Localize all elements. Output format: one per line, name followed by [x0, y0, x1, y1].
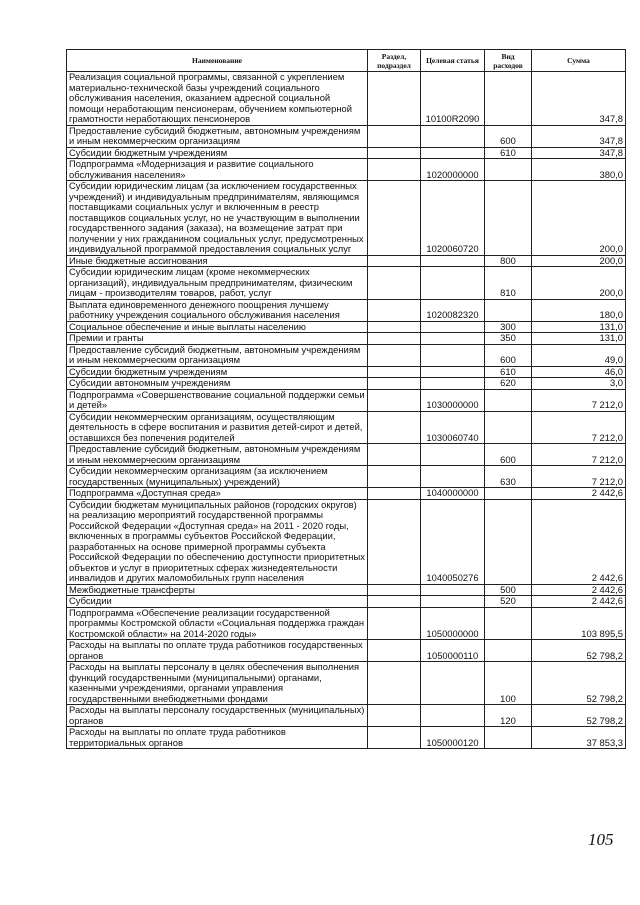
cell-amount: 347,8 — [532, 125, 626, 147]
cell-amount: 380,0 — [532, 159, 626, 181]
cell-amount: 46,0 — [532, 366, 626, 378]
cell-expense-type — [485, 488, 532, 500]
cell-section — [368, 321, 421, 333]
cell-name: Субсидии бюджетам муниципальных районов (городских округов) на реализацию мероприятий государственной программы Российской Федерации «Доступная среда» на 2011 - 2020 годы, включенных в программы субъектов Российской Федерации, разработанных на основе примерной программы субъекта Российской Федерации по обеспечению доступности приоритетных объектов и услуг в приоритетных сферах жизнедеятельности инвалидов и других маломобильных групп населения — [67, 499, 368, 584]
table-row — [67, 366, 626, 378]
table-row — [67, 125, 626, 147]
cell-target — [421, 378, 485, 390]
cell-expense-type — [485, 607, 532, 640]
cell-amount: 200,0 — [532, 181, 626, 256]
cell-amount: 180,0 — [532, 299, 626, 321]
cell-amount: 2 442,6 — [532, 596, 626, 608]
table-row — [67, 159, 626, 181]
cell-name: Социальное обеспечение и иные выплаты населению — [67, 321, 368, 333]
cell-expense-type: 810 — [485, 267, 532, 300]
cell-target: 1020082320 — [421, 299, 485, 321]
cell-amount: 347,8 — [532, 147, 626, 159]
table-row — [67, 607, 626, 640]
cell-section — [368, 662, 421, 705]
cell-amount: 3,0 — [532, 378, 626, 390]
cell-section — [368, 596, 421, 608]
cell-section — [368, 389, 421, 411]
cell-name: Субсидии некоммерческим организациям (за исключением государственных (муниципальных) учреждений) — [67, 466, 368, 488]
cell-expense-type: 350 — [485, 333, 532, 345]
cell-expense-type — [485, 299, 532, 321]
cell-section — [368, 411, 421, 444]
cell-target — [421, 147, 485, 159]
cell-section — [368, 378, 421, 390]
cell-target — [421, 705, 485, 727]
cell-target — [421, 267, 485, 300]
table-row — [67, 411, 626, 444]
cell-name: Расходы на выплаты персоналу в целях обеспечения выполнения функций государственными (муниципальными) органами, казенными учреждениями, органами управления государственными внебюджетными фондами — [67, 662, 368, 705]
cell-expense-type — [485, 159, 532, 181]
cell-amount: 49,0 — [532, 344, 626, 366]
cell-section — [368, 267, 421, 300]
cell-name: Субсидии автономным учреждениям — [67, 378, 368, 390]
cell-name: Подпрограмма «Модернизация и развитие социального обслуживания населения» — [67, 159, 368, 181]
cell-name: Премии и гранты — [67, 333, 368, 345]
cell-amount: 131,0 — [532, 321, 626, 333]
table-row — [67, 499, 626, 584]
cell-expense-type: 630 — [485, 466, 532, 488]
cell-target: 1050000110 — [421, 640, 485, 662]
cell-name: Выплата единовременного денежного поощрения лучшему работнику учреждения социального обслуживания населения — [67, 299, 368, 321]
cell-target: 1020060720 — [421, 181, 485, 256]
cell-name: Субсидии бюджетным учреждениям — [67, 147, 368, 159]
cell-name: Подпрограмма «Доступная среда» — [67, 488, 368, 500]
cell-name: Межбюджетные трансферты — [67, 584, 368, 596]
cell-target: 1020000000 — [421, 159, 485, 181]
cell-amount: 2 442,6 — [532, 488, 626, 500]
cell-expense-type: 620 — [485, 378, 532, 390]
cell-expense-type — [485, 727, 532, 749]
cell-target — [421, 596, 485, 608]
header-row — [67, 50, 626, 72]
table-row — [67, 72, 626, 126]
table-row — [67, 267, 626, 300]
cell-section — [368, 72, 421, 126]
cell-target: 10100R2090 — [421, 72, 485, 126]
cell-amount: 52 798,2 — [532, 705, 626, 727]
cell-section — [368, 366, 421, 378]
cell-name: Предоставление субсидий бюджетным, автономным учреждениям и иным некоммерческим организациям — [67, 125, 368, 147]
cell-expense-type — [485, 72, 532, 126]
header-target: Целевая статья — [421, 50, 485, 72]
table-row — [67, 255, 626, 267]
cell-amount: 131,0 — [532, 333, 626, 345]
cell-section — [368, 444, 421, 466]
cell-amount: 2 442,6 — [532, 584, 626, 596]
cell-expense-type: 600 — [485, 444, 532, 466]
cell-section — [368, 344, 421, 366]
cell-expense-type: 600 — [485, 344, 532, 366]
cell-section — [368, 255, 421, 267]
cell-name: Расходы на выплаты персоналу государственных (муниципальных) органов — [67, 705, 368, 727]
cell-amount: 7 212,0 — [532, 444, 626, 466]
budget-table — [66, 49, 626, 749]
table-row — [67, 181, 626, 256]
header-expense-type: Вид расходов — [485, 50, 532, 72]
table-row — [67, 640, 626, 662]
cell-name: Субсидии — [67, 596, 368, 608]
cell-section — [368, 147, 421, 159]
cell-target: 1040050276 — [421, 499, 485, 584]
cell-name: Предоставление субсидий бюджетным, автономным учреждениям и иным некоммерческим организациям — [67, 344, 368, 366]
cell-target — [421, 444, 485, 466]
cell-expense-type — [485, 640, 532, 662]
cell-target — [421, 584, 485, 596]
table-row — [67, 727, 626, 749]
cell-expense-type: 300 — [485, 321, 532, 333]
cell-expense-type: 100 — [485, 662, 532, 705]
cell-amount: 200,0 — [532, 255, 626, 267]
cell-target — [421, 366, 485, 378]
table-row — [67, 299, 626, 321]
cell-section — [368, 159, 421, 181]
header-amount: Сумма — [532, 50, 626, 72]
cell-expense-type — [485, 181, 532, 256]
table-row — [67, 389, 626, 411]
cell-target: 1050000000 — [421, 607, 485, 640]
cell-amount: 200,0 — [532, 267, 626, 300]
cell-expense-type: 610 — [485, 147, 532, 159]
cell-expense-type: 520 — [485, 596, 532, 608]
table-row — [67, 584, 626, 596]
cell-name: Расходы на выплаты по оплате труда работников территориальных органов — [67, 727, 368, 749]
cell-target — [421, 466, 485, 488]
cell-target: 1030000000 — [421, 389, 485, 411]
table-row — [67, 662, 626, 705]
cell-section — [368, 125, 421, 147]
cell-target — [421, 333, 485, 345]
cell-expense-type — [485, 499, 532, 584]
cell-amount: 103 895,5 — [532, 607, 626, 640]
cell-target — [421, 255, 485, 267]
cell-section — [368, 705, 421, 727]
page-number: 105 — [588, 830, 614, 849]
cell-expense-type: 800 — [485, 255, 532, 267]
cell-name: Подпрограмма «Обеспечение реализации государственной программы Костромской области «Социальная поддержка граждан Костромской области» на 2014-2020 годы» — [67, 607, 368, 640]
cell-section — [368, 499, 421, 584]
cell-target: 1050000120 — [421, 727, 485, 749]
cell-target: 1030060740 — [421, 411, 485, 444]
cell-section — [368, 299, 421, 321]
cell-amount: 7 212,0 — [532, 411, 626, 444]
cell-name: Реализация социальной программы, связанной с укреплением материально-технической базы учреждений социального обслуживания населения, оказанием адресной социальной помощи неработающим пенсионерам, обучением компьютерной грамотности неработающих пенсионеров — [67, 72, 368, 126]
cell-section — [368, 640, 421, 662]
table-body — [67, 72, 626, 749]
cell-expense-type: 500 — [485, 584, 532, 596]
cell-amount: 2 442,6 — [532, 499, 626, 584]
cell-name: Субсидии юридическим лицам (за исключением государственных учреждений) и индивидуальным предпринимателям, являющимся поставщиками социальных услуг и включенным в реестр поставщиков социальных услуг, но не участвующим в выполнении государственного задания (заказа), на возмещение затрат при получении у них гражданином социальных услуг, предусмотренных индивидуальной программой предоставления социальных услуг — [67, 181, 368, 256]
cell-amount: 37 853,3 — [532, 727, 626, 749]
cell-amount: 7 212,0 — [532, 389, 626, 411]
cell-section — [368, 727, 421, 749]
cell-name: Субсидии некоммерческим организациям, осуществляющим деятельность в сфере воспитания и развития детей-сирот и детей, оставшихся без попечения родителей — [67, 411, 368, 444]
cell-target: 1040000000 — [421, 488, 485, 500]
cell-target — [421, 662, 485, 705]
header-name: Наименование — [67, 50, 368, 72]
table-row — [67, 147, 626, 159]
cell-expense-type: 600 — [485, 125, 532, 147]
table-row — [67, 596, 626, 608]
cell-expense-type: 610 — [485, 366, 532, 378]
cell-section — [368, 584, 421, 596]
cell-target — [421, 321, 485, 333]
cell-amount: 52 798,2 — [532, 640, 626, 662]
table-row — [67, 321, 626, 333]
table-row — [67, 466, 626, 488]
cell-section — [368, 488, 421, 500]
cell-name: Подпрограмма «Совершенствование социальной поддержки семьи и детей» — [67, 389, 368, 411]
cell-amount: 7 212,0 — [532, 466, 626, 488]
cell-amount: 347,8 — [532, 72, 626, 126]
cell-section — [368, 607, 421, 640]
table-row — [67, 705, 626, 727]
cell-expense-type — [485, 411, 532, 444]
cell-amount: 52 798,2 — [532, 662, 626, 705]
cell-expense-type: 120 — [485, 705, 532, 727]
cell-section — [368, 333, 421, 345]
table-row — [67, 333, 626, 345]
cell-name: Субсидии юридическим лицам (кроме некоммерческих организаций), индивидуальным предпринимателям, физическим лицам - производителям товаров, работ, услуг — [67, 267, 368, 300]
cell-name: Субсидии бюджетным учреждениям — [67, 366, 368, 378]
cell-expense-type — [485, 389, 532, 411]
header-section: Раздел, подраздел — [368, 50, 421, 72]
cell-target — [421, 125, 485, 147]
cell-section — [368, 181, 421, 256]
cell-name: Иные бюджетные ассигнования — [67, 255, 368, 267]
cell-name: Расходы на выплаты по оплате труда работников государственных органов — [67, 640, 368, 662]
cell-target — [421, 344, 485, 366]
cell-name: Предоставление субсидий бюджетным, автономным учреждениям и иным некоммерческим организациям — [67, 444, 368, 466]
table-row — [67, 378, 626, 390]
table-row — [67, 488, 626, 500]
cell-section — [368, 466, 421, 488]
table-row — [67, 344, 626, 366]
table-row — [67, 444, 626, 466]
